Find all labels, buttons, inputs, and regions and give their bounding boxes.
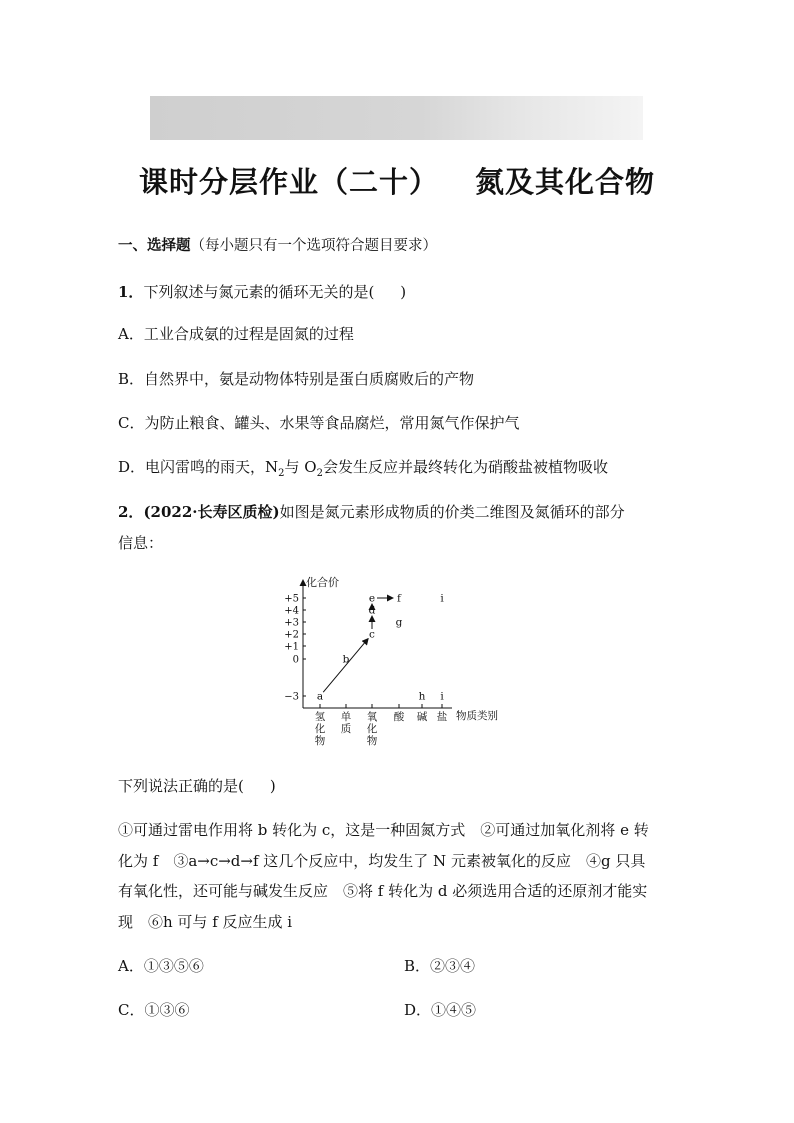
q2-source: (2022·长寿区质检) [143, 503, 280, 521]
title-sub: 氮及其化合物 [475, 165, 656, 199]
point-label-e: e [368, 592, 376, 605]
x-category-label: 氢化物 [314, 711, 326, 747]
q2-prompt [118, 775, 276, 796]
point-label-a: a [316, 690, 324, 703]
q2-option-a: A．①③⑤⑥ [118, 957, 204, 975]
q2-stem-line1 [118, 501, 625, 522]
y-tick-label: −3 [284, 691, 299, 703]
q2-statements-line3: 有氧化性，还可能与碱发生反应 ⑤将 f 转化为 d 必须选用合适的还原剂才能实 [118, 882, 648, 900]
q1-d-mid: 与 O [284, 458, 317, 476]
x-categories [315, 704, 448, 747]
point-label-h: h [418, 690, 426, 703]
q2-prompt-text: 下列说法正确的是( [118, 777, 244, 795]
q1-option-b: B．自然界中，氨是动物体特别是蛋白质腐败后的产物 [118, 370, 475, 388]
title-main: 课时分层作业（二十） [138, 165, 439, 199]
y-tick-label: +3 [284, 617, 299, 629]
q1-d-sub1: 2 [278, 468, 285, 479]
y-axis-label: 化合价 [306, 576, 339, 589]
q1-stem [118, 281, 406, 302]
q1-stem-text: 下列叙述与氮元素的循环无关的是( [143, 283, 375, 301]
q2-statements-line2: 化为 f ③a→c→d→f 这几个反应中，均发生了 N 元素被氧化的反应 ④g 只具 [118, 852, 646, 870]
y-tick-label: 0 [292, 654, 299, 666]
x-axis-label: 物质类别 [456, 710, 498, 722]
q2-option-c: C．①③⑥ [118, 1001, 190, 1019]
point-label-i: i [440, 592, 444, 605]
point-label-g: g [395, 616, 403, 629]
page-title [0, 160, 794, 201]
x-category-label: 氧化物 [366, 711, 378, 747]
q1-option-d [118, 456, 608, 479]
q2-stem-text: 如图是氮元素形成物质的价类二维图及氮循环的部分 [279, 503, 625, 521]
q1-option-a: A．工业合成氨的过程是固氮的过程 [118, 325, 354, 343]
x-category-label: 碱 [416, 711, 428, 723]
header-banner [150, 96, 643, 140]
y-tick-label: +2 [284, 629, 299, 641]
x-category-label: 单质 [340, 711, 352, 735]
q2-option-b: B．②③④ [404, 957, 476, 975]
y-tick-label: +5 [284, 593, 299, 605]
x-category-label: 盐 [436, 711, 448, 723]
q2-statements-line1: ①可通过雷电作用将 b 转化为 c，这是一种固氮方式 ②可通过加氧化剂将 e 转 [118, 821, 649, 839]
q1-option-c: C．为防止粮食、罐头、水果等食品腐烂，常用氮气作保护气 [118, 414, 520, 432]
q1-number: 1． [118, 283, 144, 301]
point-label-i: i [440, 690, 444, 703]
q2-number: 2． [118, 503, 144, 521]
q2-statements-line4: 现 ⑥h 可与 f 反应生成 i [118, 913, 293, 931]
point-label-d: d [368, 604, 376, 617]
y-tick-label: +1 [284, 641, 299, 653]
q1-d-post: 会发生反应并最终转化为硝酸盐被植物吸收 [322, 458, 608, 476]
point-label-f: f [397, 592, 401, 605]
q1-d-sub2: 2 [316, 468, 323, 479]
q1-stem-end: ) [400, 283, 407, 301]
point-label-b: b [342, 653, 350, 666]
arrows [323, 598, 393, 692]
x-category-label: 酸 [393, 711, 405, 723]
q1-d-pre: D．电闪雷鸣的雨天，N [118, 458, 279, 476]
section-heading [118, 234, 437, 255]
q2-prompt-end: ) [269, 777, 276, 795]
point-label-c: c [369, 628, 375, 641]
section-note: （每小题只有一个选项符合题目要求） [190, 238, 437, 254]
points [317, 593, 444, 703]
q2-stem-line2: 信息： [118, 534, 164, 552]
q2-option-d: D．①④⑤ [404, 1001, 477, 1019]
y-tick-label: +4 [284, 605, 299, 617]
valence-class-chart [284, 572, 524, 750]
section-heading-text: 一、选择题 [118, 238, 191, 254]
